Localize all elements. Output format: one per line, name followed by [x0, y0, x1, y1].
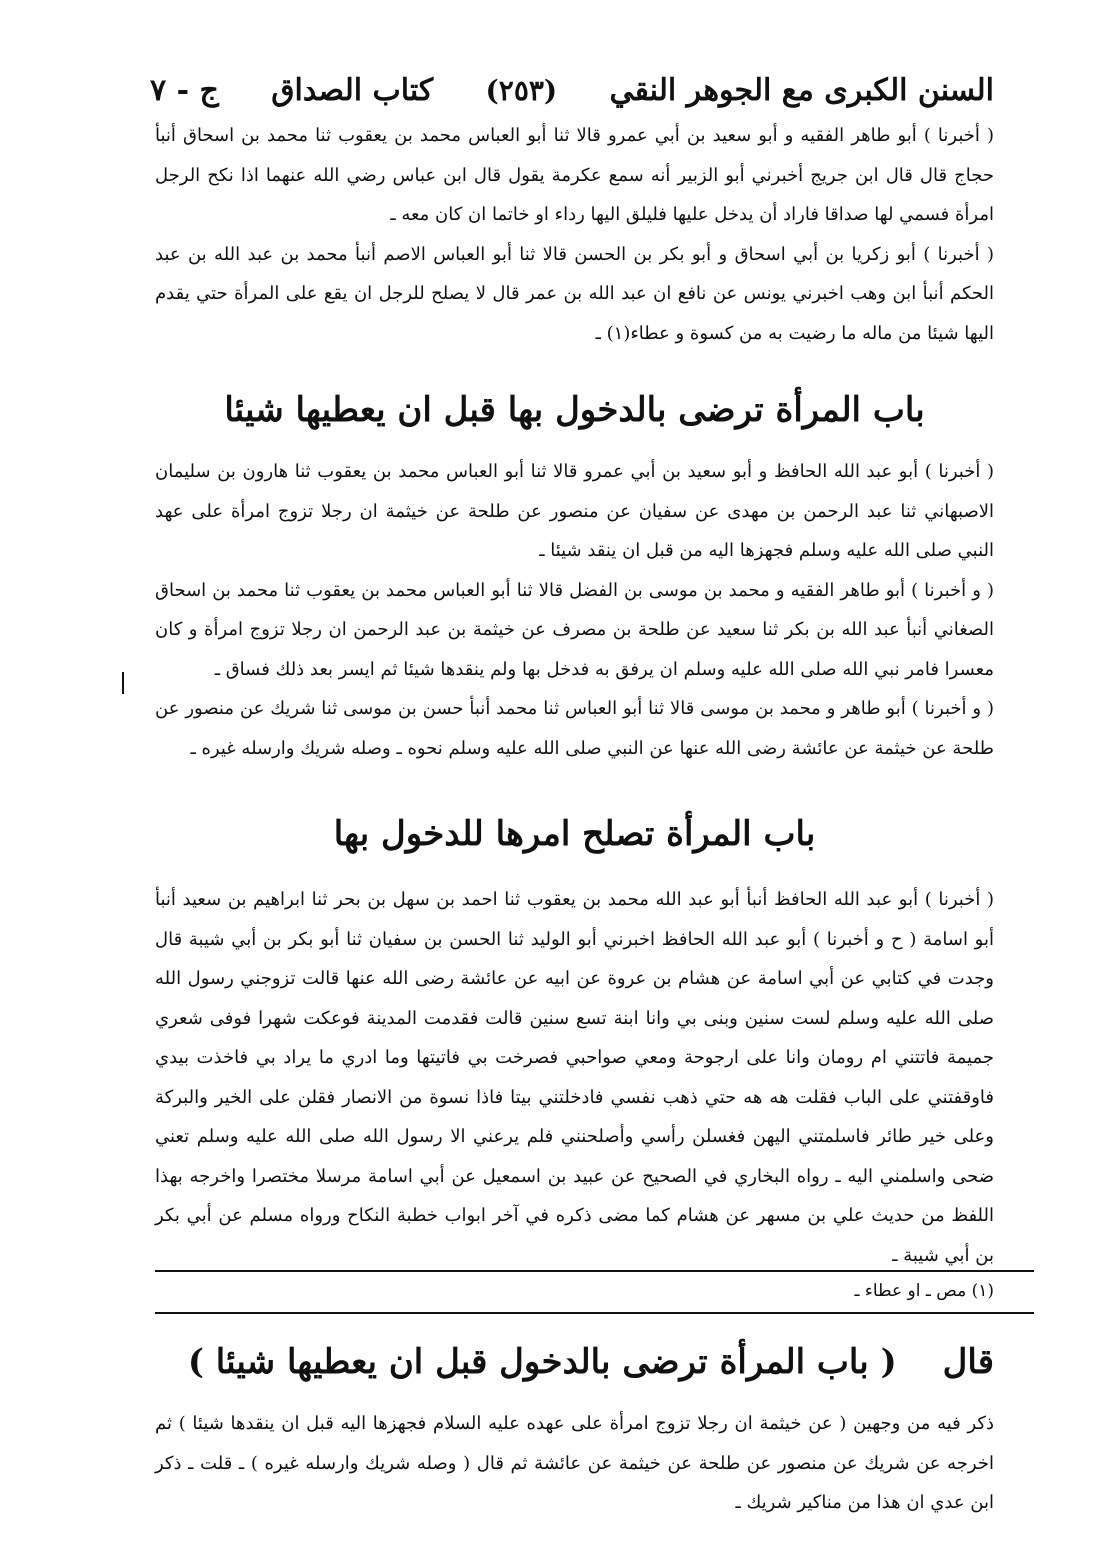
commentary-body [155, 1404, 994, 1523]
margin-mark [122, 672, 124, 694]
volume-label: ج - ٧ [150, 72, 219, 108]
book-title: السنن الكبرى مع الجوهر النقي [609, 72, 994, 108]
commentary-heading [155, 1332, 994, 1392]
section-1 [155, 116, 994, 353]
commentary-divider [155, 1312, 1034, 1314]
commentary-chapter-title: ( باب المرأة ترضى بالدخول قبل ان يعطيها شيئا ) [187, 1342, 897, 1382]
footnote: (١) مص ـ او عطاء ـ [854, 1281, 994, 1301]
hadith-paragraph: ( أخبرنا ) أبو عبد الله الحافظ أنبأ أبو عبد الله محمد بن يعقوب ثنا احمد بن سهل بن بحر ثنا ابراهيم بن سعيد أنبأ أبو اسامة ( ح و أخبرنا ) أبو عبد الله الحافظ اخبرني أبو الوليد ثنا الحسن بن سفيان ثنا أبو بكر بن أبي شيبة قال وجدت في كتابي عن أبي اسامة عن هشام بن عروة عن ابيه عن عائشة رضى الله عنها قالت تزوجني رسول الله صلى الله عليه وسلم لست سنين وبنى بي وانا ابنة تسع سنين قالت فقدمت المدينة فوعكت شهرا فوفى شعري جميمة فاتتني ام رومان وانا على ارجوحة ومعي صواحبي فصرخت بي فاتيتها وما ادري ما يراد بي فاخذت بيدي فاوقفتني على الباب فقلت هه هه حتي ذهب نفسي فادخلتني بيتا فاذا نسوة من الانصار فقلن على الخير والبركة وعلى خير طائر فاسلمتني اليهن فغسلن رأسي وأصلحنني فلم يرعني الا رسول الله صلى الله عليه وسلم تعني ضحى واسلمني اليه ـ رواه البخاري في الصحيح عن عبيد بن اسمعيل عن أبي اسامة مرسلا مختصرا واخرجه بهذا اللفظ من حديث علي بن مسهر عن هشام كما مضى ذكره في آخر ابواب خطبة النكاح ورواه مسلم عن أبي بكر بن أبي شيبة ـ [155, 889, 994, 1266]
chapter-heading: باب المرأة تصلح امرها للدخول بها [333, 814, 816, 854]
page-number: (٢٥٣) [485, 73, 558, 107]
hadith-paragraph: ( أخبرنا ) أبو زكريا بن أبي اسحاق و أبو بكر بن الحسن قالا ثنا أبو العباس الاصم أنبأ محمد بن عبد الله بن عبد الحكم أنبأ ابن وهب اخبرني يونس عن نافع ان عبد الله بن عمر قال لا يصلح للرجل ان يقع على المرأة حتي يقدم اليها شيئا من ماله ما رضيت به من كسوة و عطاء(١) ـ [155, 243, 994, 344]
page-header [150, 66, 994, 114]
chapter-title: كتاب الصداق [271, 72, 434, 108]
commentary-paragraph: ذكر فيه من وجهين ( عن خيثمة ان رجلا تزوج امرأة على عهده عليه السلام فجهزها اليه قبل ان ينقدها شيئا ) ثم اخرجه عن شريك عن منصور عن طلحة عن خيثمة عن عائشة ثم قال ( وصله شريك وارسله غيره ) ـ قلت ـ ذكر ابن عدي ان هذا من مناكير شريك ـ [155, 1413, 994, 1513]
hadith-paragraph: ( أخبرنا ) أبو طاهر الفقيه و أبو سعيد بن أبي عمرو قالا ثنا أبو العباس محمد بن يعقوب ثنا محمد بن اسحاق أنبأ حجاج قال قال ابن جريج أخبرني أبو الزبير أنه سمع عكرمة يقول قال ابن عباس رضي الله عنهما اذا نكح الرجل امرأة فسمي لها صداقا فاراد أن يدخل عليها فليلق اليها رداء او خاتما ان كان معه ـ [155, 125, 994, 225]
hadith-paragraph: ( و أخبرنا ) أبو طاهر الفقيه و محمد بن موسى بن الفضل قالا ثنا أبو العباس محمد بن يعقوب ثنا محمد بن اسحاق الصغاني أنبأ عبد الله بن بكر ثنا سعيد عن طلحة بن مصرف عن خيثمة بن عبد الرحمن ان رجلا تزوج امرأة و كان معسرا فامر نبي الله صلى الله عليه وسلم ان يرفق به فدخل بها ولم ينقدها شيئا ثم ايسر بعد ذلك فساق ـ [155, 579, 994, 680]
section-2 [155, 452, 994, 768]
hadith-paragraph: ( أخبرنا ) أبو عبد الله الحافظ و أبو سعيد بن أبي عمرو قالا ثنا أبو العباس محمد بن يعقوب ثنا هارون بن سليمان الاصبهاني ثنا عبد الرحمن بن مهدى عن سفيان عن منصور عن طلحة عن خيثمة ان رجلا تزوج امرأة على عهد النبي صلى الله عليه وسلم فجهزها اليه من قبل ان ينقد شيئا ـ [155, 461, 994, 561]
hadith-paragraph: ( و أخبرنا ) أبو طاهر و محمد بن موسى قالا ثنا أبو العباس ثنا محمد أنبأ حسن بن موسى ثنا شريك عن منصور عن طلحة عن خيثمة عن عائشة رضى الله عنها عن النبي صلى الله عليه وسلم نحوه ـ وصله شريك وارسله غيره ـ [155, 698, 994, 759]
qal-label: قال [942, 1342, 994, 1382]
chapter-heading: باب المرأة ترضى بالدخول بها قبل ان يعطيها شيئا [224, 390, 925, 430]
section-3 [155, 880, 994, 1275]
footnote-divider [155, 1270, 1034, 1272]
